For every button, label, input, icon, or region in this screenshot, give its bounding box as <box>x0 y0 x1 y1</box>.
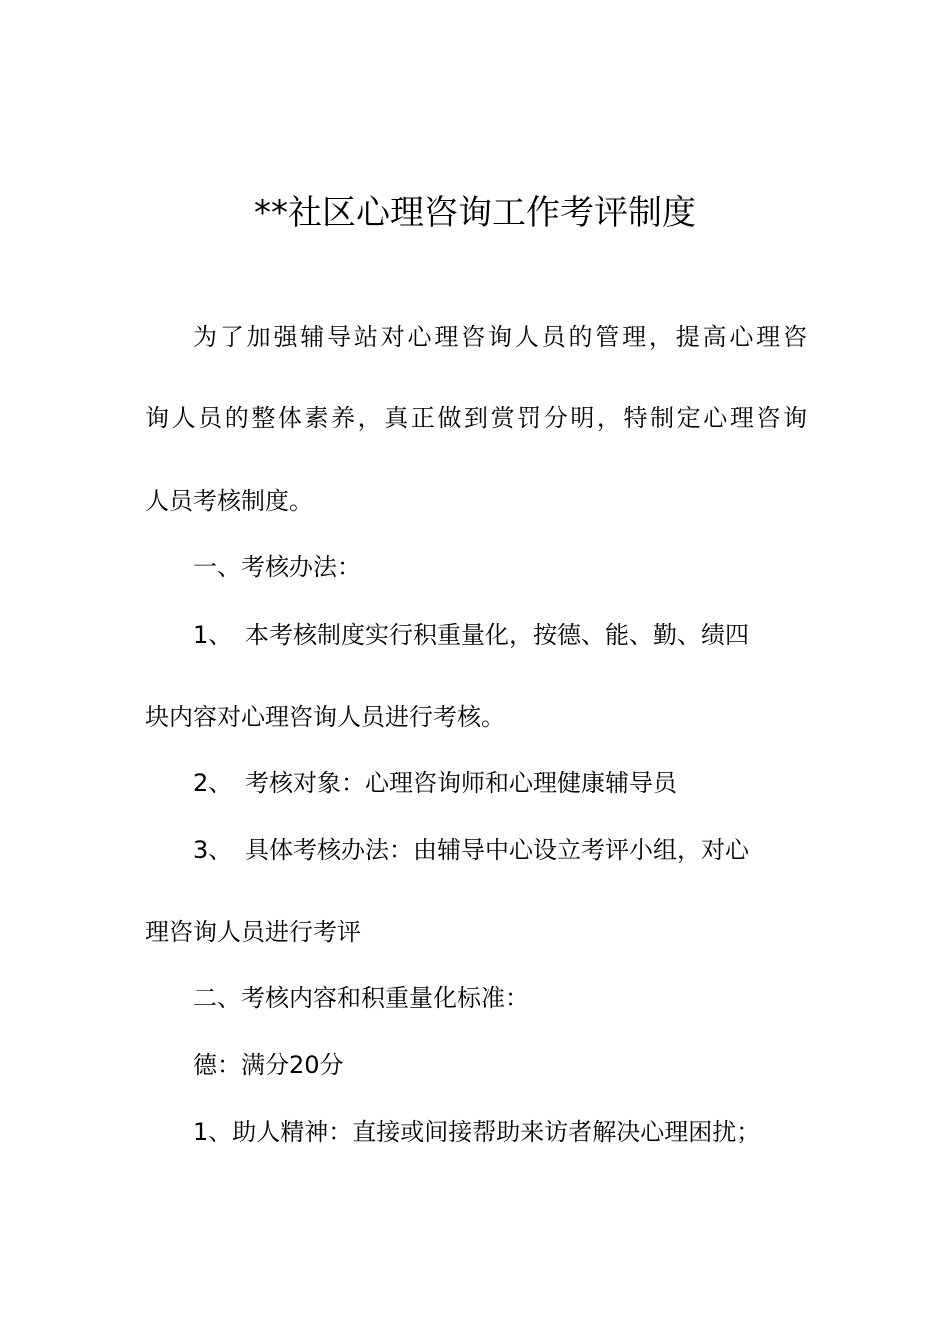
paragraph-line: 块内容对心理咨询人员进行考核。 <box>145 703 505 731</box>
list-item <box>193 617 807 653</box>
document-title: **社区心理咨询工作考评制度 <box>254 193 696 233</box>
list-item <box>193 832 807 868</box>
list-item <box>193 765 807 801</box>
list-number: 3、 <box>193 836 233 864</box>
section-heading: 一、考核办法： <box>193 553 361 581</box>
paragraph-line: 理咨询人员进行考评 <box>145 918 361 946</box>
list-text: 考核对象：心理咨询师和心理健康辅导员 <box>245 769 677 797</box>
paragraph-line: 询人员的整体素养，真正做到赏罚分明，特制定心理咨询 <box>145 404 807 432</box>
list-text: 具体考核办法：由辅导中心设立考评小组，对心 <box>245 836 749 864</box>
paragraph-line: 人员考核制度。 <box>145 487 313 515</box>
list-number: 2、 <box>193 769 233 797</box>
list-text: 本考核制度实行积重量化，按德、能、勤、绩四 <box>245 621 749 649</box>
list-number: 1、 <box>193 621 233 649</box>
section-heading: 二、考核内容和积重量化标准： <box>193 984 529 1012</box>
paragraph-line: 为了加强辅导站对心理咨询人员的管理，提高心理咨 <box>193 323 807 351</box>
paragraph-line: 德：满分20分 <box>193 1051 344 1079</box>
paragraph-line: 1、助人精神：直接或间接帮助来访者解决心理困扰； <box>193 1118 761 1146</box>
